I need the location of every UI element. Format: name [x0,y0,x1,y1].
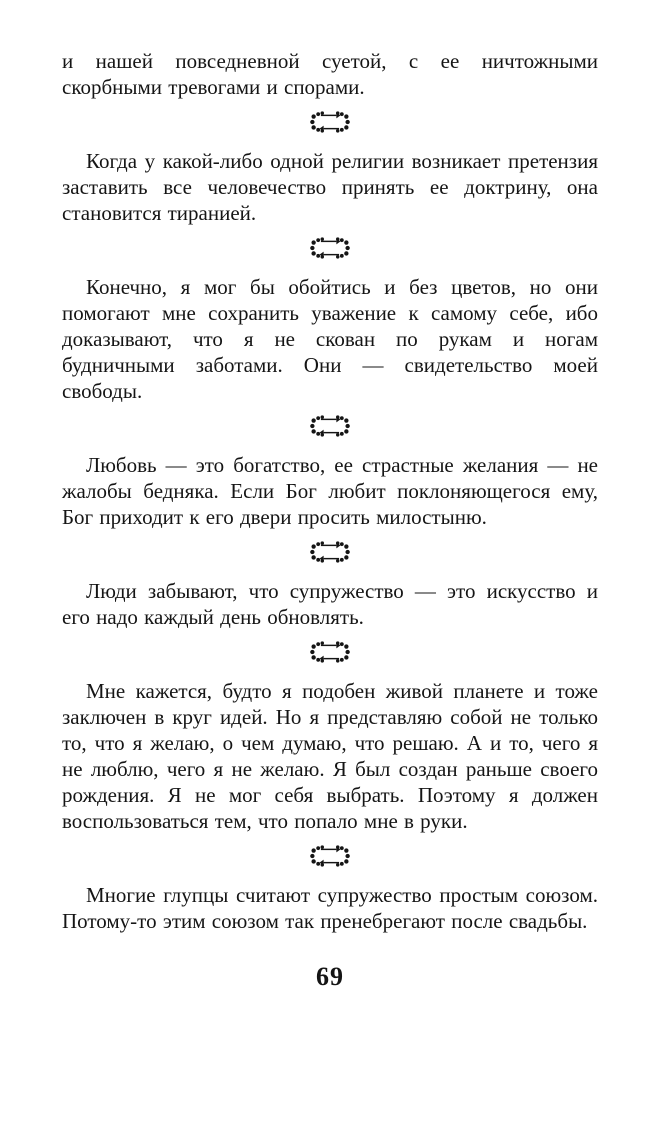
text-block [62,48,598,992]
section-divider [62,842,598,870]
laurel-wreath-icon [310,235,350,261]
laurel-wreath-icon [310,639,350,665]
section-divider [62,538,598,566]
section-divider [62,412,598,440]
paragraph: и нашей повседневной суетой, с ее ничтожными скорбными тревогами и спорами. [62,49,598,99]
paragraph: Люди забывают, что супружество — это искусство и его надо каждый день обновлять. [62,579,598,629]
section-divider [62,234,598,262]
paragraph: Конечно, я мог бы обойтись и без цветов, но они помогают мне сохранить уважение к самому себе, ибо доказывают, что я не скован по рукам и ногам будничными заботами. Они — свидетельство моей свободы. [62,275,598,403]
paragraph: Когда у какой-либо одной религии возникает претензия заставить все человечество принять ее доктрину, она становится тиранией. [62,149,598,225]
paragraph: Любовь — это богатство, ее страстные желания — не жалобы бедняка. Если Бог любит поклоняющегося ему, Бог приходит к его двери просить милостыню. [62,453,598,529]
laurel-wreath-icon [310,843,350,869]
section-divider [62,638,598,666]
laurel-wreath-icon [310,109,350,135]
laurel-wreath-icon [310,413,350,439]
paragraph: Многие глупцы считают супружество простым союзом. Потому-то этим союзом так пренебрегают после свадьбы. [62,883,598,933]
page-number: 69 [316,962,344,991]
paragraph: Мне кажется, будто я подобен живой планете и тоже заключен в круг идей. Но я представляю собой не только то, что я желаю, о чем думаю, что решаю. А и то, чего я не люблю, чего я не желаю. Я был создан раньше своего рождения. Я не мог себя выбрать. Поэтому я должен воспользоваться тем, что попало мне в руки. [62,679,598,833]
section-divider [62,108,598,136]
laurel-wreath-icon [310,539,350,565]
